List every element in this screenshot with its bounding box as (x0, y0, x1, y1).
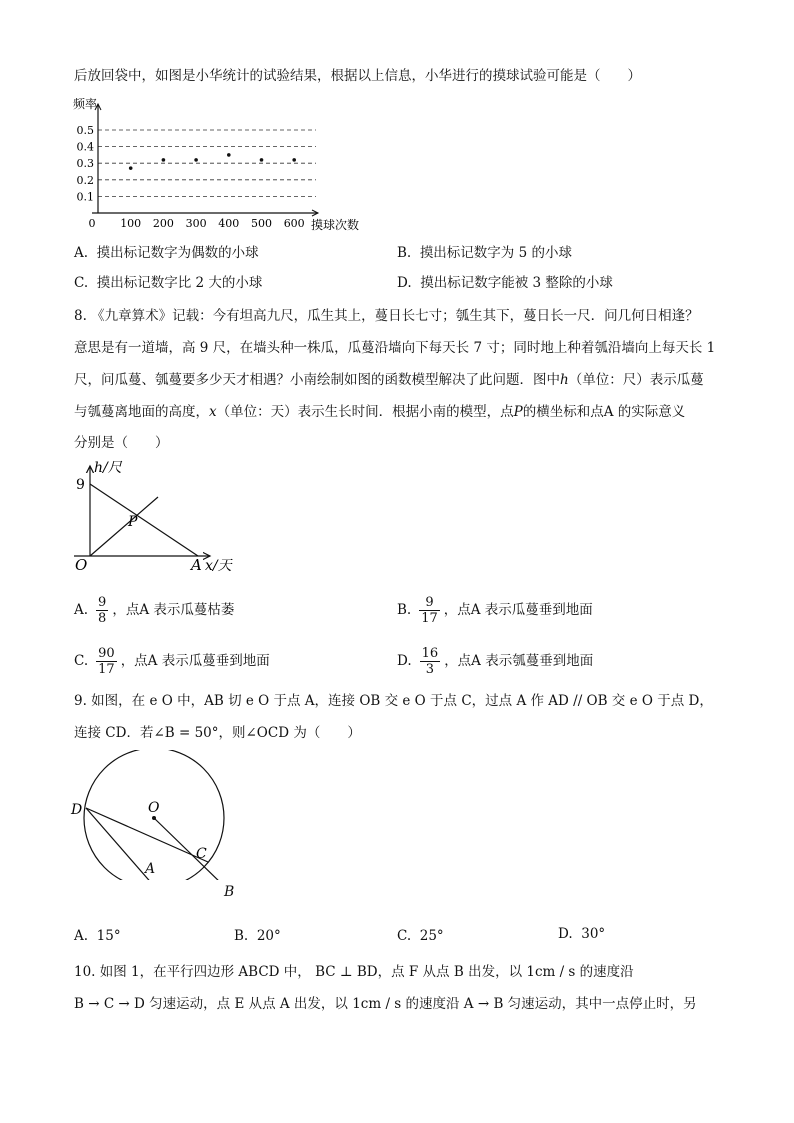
chart-y-tick-label: 0.2 (76, 173, 94, 187)
q7-frequency-chart (68, 96, 378, 236)
q7-question-tail: 后放回袋中，如图是小华统计的试验结果，根据以上信息，小华进行的摸球试验可能是（ ） (74, 68, 641, 84)
q9-option-b[interactable]: B. 20° (234, 928, 281, 944)
chart-point (227, 153, 231, 157)
q8-xlabel: x/天 (205, 558, 232, 574)
q8-decreasing-line (90, 484, 198, 556)
q8-function-graph (70, 460, 250, 580)
chart-ylabel: 频率 (73, 97, 98, 111)
q7-option-d[interactable]: D. 摸出标记数字能被 3 整除的小球 (397, 275, 613, 291)
q9-circle-figure (68, 750, 248, 880)
chart-x-tick-label: 200 (152, 217, 174, 230)
q8-label-o: O (75, 556, 88, 574)
q8-option-d[interactable]: D. $\frac{16}{3}$ ，点A 表示瓠蔓垂到地面 (397, 646, 594, 677)
q9-label-o: O (148, 800, 160, 816)
q9-line-ad (86, 808, 154, 880)
chart-point (162, 158, 166, 162)
q9-label-b: B (224, 884, 235, 900)
q10-line-2: B → C → D 匀速运动，点 E 从点 A 出发，以 1cm / s 的速度沿 A → B 匀速运动，其中一点停止时，另 (74, 996, 697, 1012)
chart-x-tick-label: 600 (283, 217, 305, 230)
chart-y-tick-label: 0.4 (76, 140, 94, 154)
chart-x-tick-label: 500 (251, 217, 272, 230)
q9-label-d: D (71, 802, 83, 818)
q9-label-a: A (145, 861, 156, 877)
q8-line-5: 分别是（ ） (74, 435, 169, 451)
q9-center-dot (152, 816, 156, 820)
q8-line-2: 意思是有一道墙，高 9 尺，在墙头种一株瓜，瓜蔓沿墙向下每天长 7 寸；同时地上种着瓠沿墙向上每天长 1 (74, 340, 716, 356)
q8-option-b[interactable]: B. $\frac{9}{17}$ ，点A 表示瓜蔓垂到地面 (397, 595, 593, 626)
q9-line-2: 连接 CD．若∠B = 50°，则∠OCD 为（ ） (74, 725, 361, 741)
q9-label-c: C (196, 846, 207, 862)
q9-line-dc (86, 808, 208, 862)
q8-line-4: 与瓠蔓离地面的高度，x（单位：天）表示生长时间．根据小南的模型，点P的横坐标和点A 的实际意义 (74, 404, 686, 420)
chart-xlabel: 摸球次数 (311, 218, 360, 232)
chart-y-tick-label: 0.5 (76, 124, 94, 137)
q8-label-p: P (128, 514, 138, 530)
chart-point (194, 158, 198, 162)
q9-line-1: 9. 如图，在 e O 中，AB 切 e O 于点 A，连接 OB 交 e O 于点 C，过点 A 作 AD // OB 交 e O 于点 D， (74, 693, 713, 709)
q8-y-tick-9: 9 (76, 477, 85, 493)
q9-option-c[interactable]: C. 25° (397, 928, 444, 944)
q8-option-c[interactable]: C. $\frac{90}{17}$ ，点A 表示瓜蔓垂到地面 (74, 646, 270, 677)
q8-ylabel: h/尺 (94, 460, 122, 476)
chart-point (260, 158, 264, 162)
chart-point (129, 166, 133, 170)
q10-line-1: 10. 如图 1，在平行四边形 ABCD 中， BC ⊥ BD，点 F 从点 B 出发，以 1cm / s 的速度沿 (74, 964, 634, 980)
chart-x-tick-label: 0 (88, 217, 96, 230)
chart-x-tick-label: 300 (185, 217, 207, 230)
chart-x-tick-label: 100 (120, 217, 142, 230)
chart-point (292, 158, 296, 162)
chart-y-tick-label: 0.3 (76, 157, 94, 171)
q8-line-1: 8. 《九章算术》记载：今有坦高九尺，瓜生其上，蔓日长七寸；瓠生其下，蔓日长一尺．问几何日相逢？ (74, 308, 699, 324)
q8-label-a: A (191, 556, 202, 574)
q8-option-a[interactable]: A. $\frac{9}{8}$ ，点A 表示瓜蔓枯萎 (74, 595, 235, 626)
q7-option-a[interactable]: A. 摸出标记数字为偶数的小球 (74, 245, 259, 261)
q7-option-c[interactable]: C. 摸出标记数字比 2 大的小球 (74, 275, 263, 291)
q9-option-d[interactable]: D. 30° (558, 926, 606, 942)
q9-line-ob (154, 818, 224, 880)
q8-increasing-line (90, 497, 158, 556)
chart-y-tick-label: 0.1 (76, 190, 94, 204)
q8-line-3: 尺，问瓜蔓、瓠蔓要多少天才相遇？小南绘制如图的函数模型解决了此问题．图中h（单位：尺）表示瓜蔓 (74, 372, 704, 388)
q9-option-a[interactable]: A. 15° (74, 928, 121, 944)
chart-x-tick-label: 400 (218, 217, 240, 230)
q7-option-b[interactable]: B. 摸出标记数字为 5 的小球 (397, 245, 572, 261)
